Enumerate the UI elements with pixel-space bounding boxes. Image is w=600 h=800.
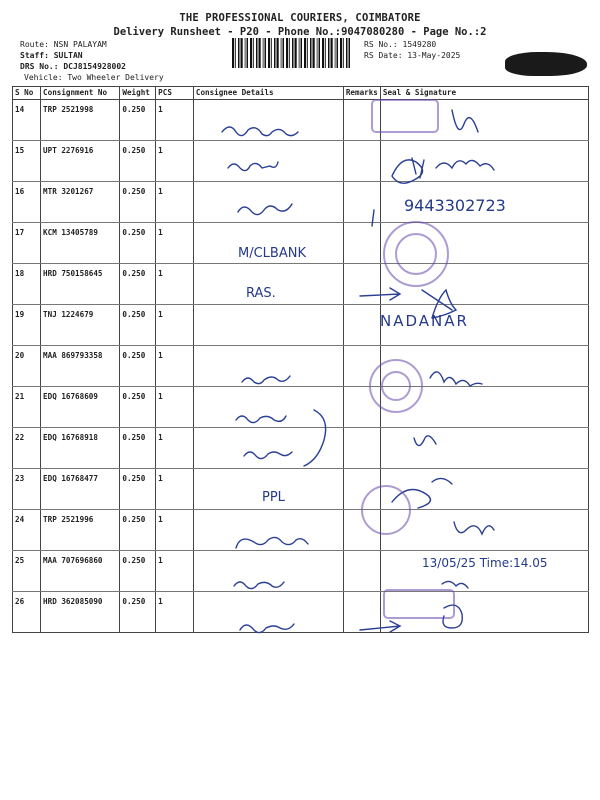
row-consignment-no: HRD 750158645 [41, 264, 120, 305]
row-weight: 0.250 [120, 592, 156, 633]
handwritten-consignee: RAS. [246, 286, 276, 301]
row-pcs: 1 [156, 346, 194, 387]
handwritten-signature: NADANAR [380, 312, 469, 330]
row-sno: 21 [13, 387, 41, 428]
row-sno: 22 [13, 428, 41, 469]
rs-date: RS Date: 13-May-2025 [364, 51, 461, 60]
row-weight: 0.250 [120, 264, 156, 305]
row-weight: 0.250 [120, 100, 156, 141]
row-sno: 17 [13, 223, 41, 264]
row-sno: 18 [13, 264, 41, 305]
row-pcs: 1 [156, 223, 194, 264]
row-pcs: 1 [156, 141, 194, 182]
row-sno: 23 [13, 469, 41, 510]
row-sno: 24 [13, 510, 41, 551]
row-consignment-no: MAA 869793358 [41, 346, 120, 387]
vehicle-label: Vehicle: Two Wheeler Delivery [24, 73, 164, 82]
handwritten-consignee: PPL [262, 490, 285, 505]
row-weight: 0.250 [120, 387, 156, 428]
col-signature: Seal & Signature [380, 87, 588, 100]
rs-number: RS No.: 1549280 [364, 40, 437, 49]
row-consignment-no: UPT 2276916 [41, 141, 120, 182]
document-title: THE PROFESSIONAL COURIERS, COIMBATORE [179, 12, 421, 24]
handwritten-phone: 9443302723 [404, 196, 506, 215]
row-weight: 0.250 [120, 428, 156, 469]
handwritten-consignee: M/CLBANK [238, 246, 306, 261]
row-sno: 20 [13, 346, 41, 387]
staff-label: Staff: SULTAN [20, 51, 83, 60]
row-weight: 0.250 [120, 469, 156, 510]
col-weight: Weight [120, 87, 156, 100]
row-consignment-no: HRD 362085090 [41, 592, 120, 633]
row-weight: 0.250 [120, 510, 156, 551]
row-sno: 25 [13, 551, 41, 592]
row-consignment-no: KCM 13405789 [41, 223, 120, 264]
row-pcs: 1 [156, 264, 194, 305]
row-pcs: 1 [156, 592, 194, 633]
row-pcs: 1 [156, 387, 194, 428]
row-weight: 0.250 [120, 551, 156, 592]
row-pcs: 1 [156, 100, 194, 141]
row-consignment-no: MAA 707696860 [41, 551, 120, 592]
row-sno: 14 [13, 100, 41, 141]
route-label: Route: NSN PALAYAM [20, 40, 107, 49]
row-weight: 0.250 [120, 346, 156, 387]
row-consignment-no: TNJ 1224679 [41, 305, 120, 346]
drs-number: DRS No.: DCJ8154928002 [20, 62, 126, 71]
row-sno: 16 [13, 182, 41, 223]
row-sno: 15 [13, 141, 41, 182]
row-pcs: 1 [156, 182, 194, 223]
row-consignment-no: MTR 3201267 [41, 182, 120, 223]
row-weight: 0.250 [120, 223, 156, 264]
row-pcs: 1 [156, 510, 194, 551]
row-weight: 0.250 [120, 141, 156, 182]
col-remarks: Remarks [343, 87, 380, 100]
row-pcs: 1 [156, 551, 194, 592]
col-consignment: Consignment No [41, 87, 120, 100]
row-sno: 19 [13, 305, 41, 346]
row-consignment-no: EDQ 16768609 [41, 387, 120, 428]
col-pcs: PCS [156, 87, 194, 100]
row-sno: 26 [13, 592, 41, 633]
row-weight: 0.250 [120, 182, 156, 223]
row-consignment-no: TRP 2521998 [41, 100, 120, 141]
row-pcs: 1 [156, 305, 194, 346]
handwritten-datetime: 13/05/25 Time:14.05 [422, 556, 548, 570]
row-pcs: 1 [156, 428, 194, 469]
row-consignment-no: EDQ 16768477 [41, 469, 120, 510]
row-weight: 0.250 [120, 305, 156, 346]
row-consignment-no: EDQ 16768918 [41, 428, 120, 469]
row-consignment-no: TRP 2521996 [41, 510, 120, 551]
row-pcs: 1 [156, 469, 194, 510]
document-subtitle: Delivery Runsheet - P20 - Phone No.:9047080280 - Page No.:2 [113, 26, 487, 38]
col-sno: S No [13, 87, 41, 100]
col-consignee: Consignee Details [193, 87, 343, 100]
